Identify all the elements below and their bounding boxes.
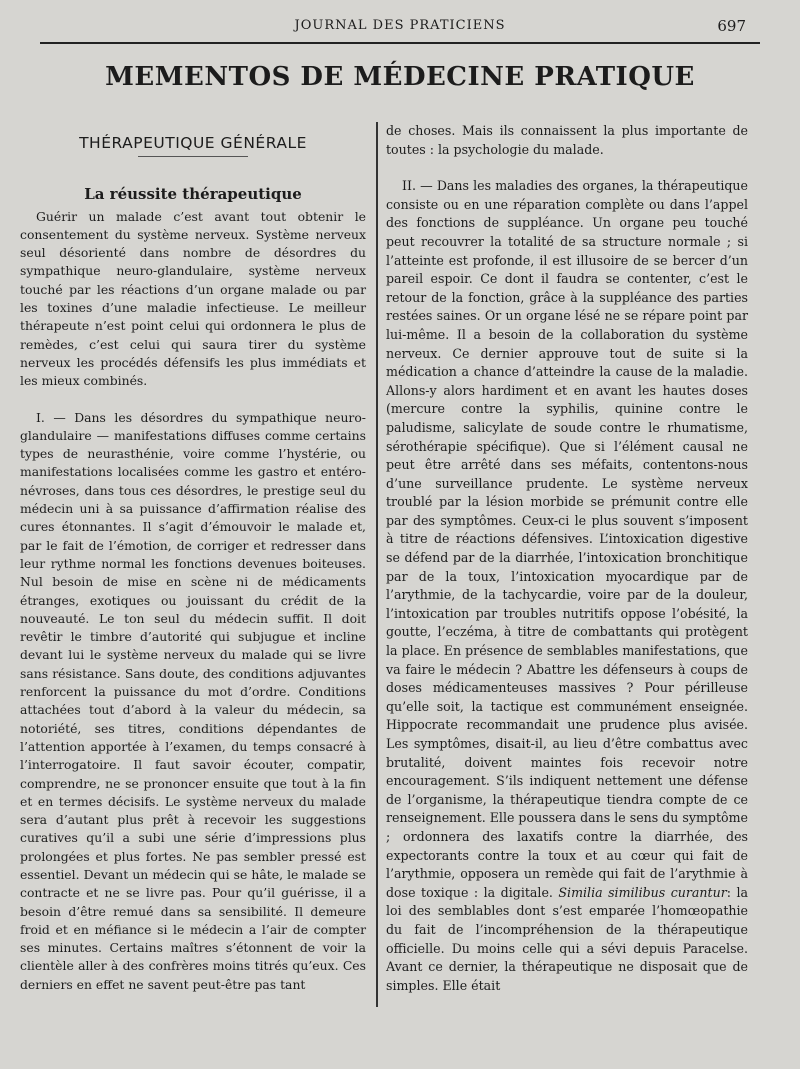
page-number: 697 — [717, 17, 746, 35]
left-column — [20, 122, 366, 1014]
paragraph-part-2 — [386, 177, 748, 995]
article-subheading: La réussite thérapeutique — [84, 185, 302, 204]
paragraph-part-2-end: : la loi des semblables dont s’est emparée l’homœopathie du fait de l’incompréhension de la thérapeutique officielle. Du moins celle qui a sévi depuis Paracelse. Avant ce dernier, la thérapeutique ne disposait que de simples. Elle était — [386, 884, 748, 993]
paragraph-gap — [386, 159, 748, 177]
journal-title: JOURNAL DES PRATICIENS — [294, 18, 506, 33]
paragraph-gap — [20, 391, 366, 409]
right-column — [386, 122, 748, 1014]
paragraph-continued: de choses. Mais ils connaissent la plus importante de toutes : la psychologie du malade. — [386, 123, 748, 157]
paragraph-intro: Guérir un malade c’est avant tout obtenir le consentement du système nerveux. Système nerveux seul désorienté dans nombre de désordres du sympathique neuro-glandulaire, système nerveux touché par les réactions d’un organe malade ou par les toxines d’une maladie infectieuse. Le meilleur thérapeute n’est point celui qui ordonnera le plus de remèdes, c’est celui qui saura tirer du système nerveux les procédés défensifs les plus immédiats et les mieux combinés. — [20, 208, 366, 389]
column-rule — [376, 122, 378, 1007]
section-rule — [138, 156, 248, 157]
section-heading: THÉRAPEUTIQUE GÉNÉRALE — [79, 134, 307, 152]
running-head — [40, 14, 760, 44]
paragraph-part-1: I. — Dans les désordres du sympathique neuro-glandulaire — manifestations diffuses comme certains types de neurasthénie, voire comme l’hystérie, ou manifestations localisées comme les gastro et entéro-névroses, dans tous ces désordres, le prestige seul du médecin uni à sa puissance d’affirmation réalise des cures étonnantes. Il s’agit d’émouvoir le malade et, par le fait de l’émotion, de corriger et redresser dans leur rythme normal les fonctions devenues boiteuses. Nul besoin de mise en scène ni de médicaments étranges, exotiques ou jouissant du crédit de la nouveauté. Le ton seul du médecin suffit. Il doit revêtir le timbre d’autorité qui subjugue et incline devant lui le système nerveux du malade qui se livre sans résistance. Sans doute, des conditions adjuvantes renforcent la puissance du mot d’ordre. Conditions attachées tout d’abord à la valeur du médecin, sa notoriété, ses titres, conditions dépendantes de l’attention apportée à l’examen, du temps consacré à l’interrogatoire. Il faut savoir écouter, compatir, comprendre, ne se prononcer ensuite que tout à la fin et en termes décisifs. Le système nerveux du malade sera d’autant plus prêt à recevoir les suggestions curatives qu’il a subi une série d’impressions plus prolongées et plus fortes. Ne pas sembler pressé est essentiel. Devant un médecin qui se hâte, le malade se contracte et ne se livre pas. Pour qu’il guérisse, il a besoin d’être remué dans sa sensibilité. Il demeure froid et en méfiance si le médecin a l’air de compter ses minutes. Certains maîtres s’étonnent de voir la clientèle aller à des confrères moins titrés qu’eux. Ces derniers en effet ne savent peut-être pas tant — [20, 409, 366, 992]
page-title: MEMENTOS DE MÉDECINE PRATIQUE — [105, 62, 695, 92]
latin-phrase: Similia similibus curantur — [558, 884, 727, 900]
paragraph-part-2-text: II. — Dans les maladies des organes, la thérapeutique consiste ou en une réparation complète ou dans l’appel des fonctions de suppléance. Un organe peu touché peut recouvrer la totalité de sa structure normale ; si l’atteinte est profonde, il est illusoire de se bercer d’un pareil espoir. Ce dont il faudra se contenter, c’est le retour de la fonction, grâce à la suppléance des parties restées saines. Or un organe lésé ne se répare point par lui-même. Il a besoin de la collaboration du système nerveux. Ce dernier approuve tout de suite si la médication a chance d’atteindre la cause de la maladie. Allons-y alors hardiment et en avant les hautes doses (mercure contre la syphilis, quinine contre le paludisme, salicylate de soude contre le rhumatisme, sérothérapie spécifique). Que si l’élément causal ne peut être arrêté dans ses méfaits, contentons-nous d’une surveillance prudente. Le système nerveux troublé par la lésion morbide se prémunit contre elle par des symptômes. Ceux-ci le plus souvent s’imposent à titre de réactions défensives. L’intoxication digestive se défend par de la diarrhée, l’intoxication bronchitique par de la toux, l’intoxication myocardique par de l’arythmie, de la tachycardie, voire par de la douleur, l’intoxication par troubles nutritifs oppose l’obésité, la goutte, l’eczéma, à titre de combattants qui protègent la place. En présence de semblables manifestations, que va faire le médecin ? Abattre les défenseurs à coups de doses médicamenteuses massives ? Pour périlleuse qu’elle soit, la tactique est communément enseignée. Hippocrate recommandait une prudence plus avisée. Les symptômes, disait-il, au lieu d’être combattus avec brutalité, doivent maintes fois recevoir notre encouragement. S’ils indiquent nettement une défense de l’organisme, la thérapeutique tiendra compte de ce renseignement. Elle poussera dans le sens du symptôme ; ordonnera des laxatifs contre la diarrhée, des expectorants contre la toux et au cœur qui fait de l’arythmie, opposera un remède qui fait de l’arythmie à dose toxique : la digitale. — [386, 178, 749, 900]
